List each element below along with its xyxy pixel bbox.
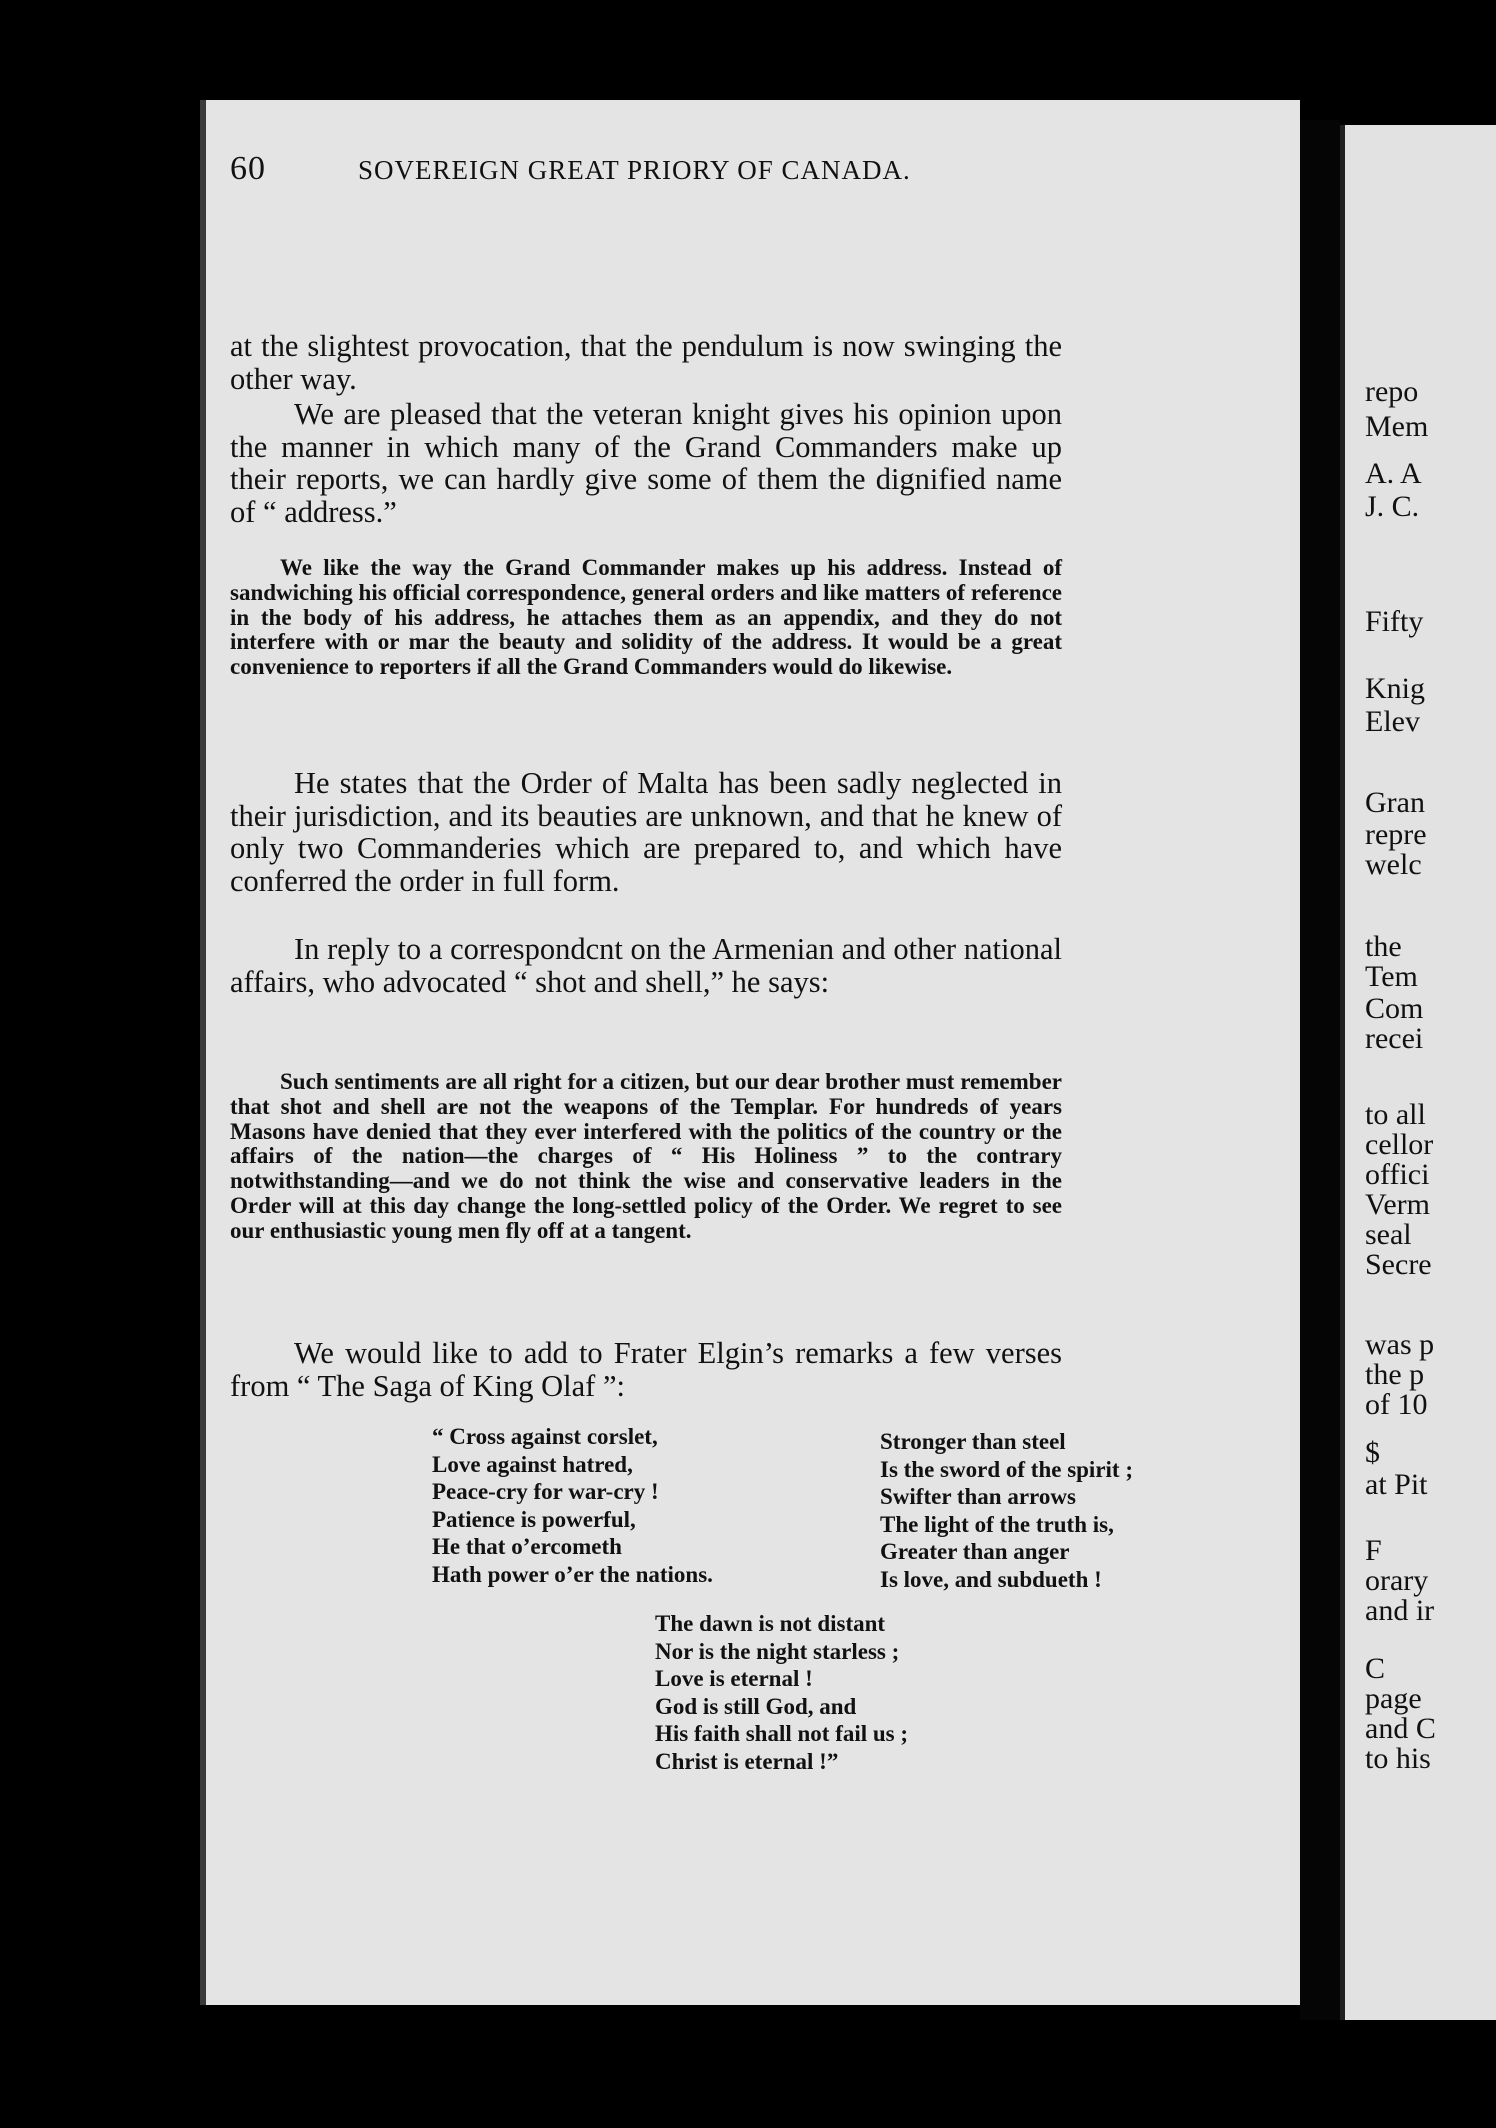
verse-line: Peace-cry for war-cry ! (432, 1479, 659, 1504)
right-page-line: Verm (1365, 1188, 1430, 1221)
paragraph-2 (230, 398, 1062, 528)
verse-line: Love against hatred, (432, 1451, 633, 1477)
paragraph-text: In reply to a correspondcnt on the Armenian and other national affairs, who advocated “ shot and shell,” he says: (230, 932, 1062, 999)
paragraph-3 (230, 767, 1062, 897)
right-page-line: Secre (1365, 1248, 1432, 1281)
right-page-line: Elev (1365, 705, 1420, 738)
right-page-line: page (1365, 1682, 1422, 1715)
right-page-line: was p (1365, 1328, 1435, 1361)
quote-block-1 (230, 556, 1062, 680)
paragraph-1 (230, 330, 1062, 395)
right-page-line: $ (1365, 1436, 1380, 1469)
verse-line: Greater than anger (880, 1539, 1070, 1564)
right-page-line: Mem (1365, 410, 1429, 443)
right-page-line: A. A (1365, 457, 1422, 490)
verse-line: Swifter than arrows (880, 1484, 1076, 1509)
right-page-line: repre (1365, 818, 1427, 851)
right-page-line: C (1365, 1652, 1386, 1685)
verse-line: The dawn is not distant (655, 1611, 886, 1636)
right-page-line: to all (1365, 1098, 1426, 1131)
paragraph-text: We would like to add to Frater Elgin’s remarks a few verses from “ The Saga of King Olaf ”: (230, 1336, 1062, 1403)
right-page-line: seal (1365, 1218, 1412, 1251)
paragraph-4 (230, 933, 1062, 998)
right-page-line: Com (1365, 992, 1424, 1025)
right-page (1340, 125, 1496, 2020)
verse-line: Patience is powerful, (432, 1506, 636, 1532)
verse-right-stanza (880, 1428, 1133, 1593)
right-page-line: orary (1365, 1564, 1429, 1597)
right-page-line: Fifty (1365, 605, 1424, 638)
verse-line: The light of the truth is, (880, 1511, 1114, 1537)
right-page-line: repo (1365, 375, 1419, 408)
book-gutter (1300, 120, 1340, 2020)
right-page-line: at Pit (1365, 1468, 1428, 1501)
verse-line: Is love, and subdueth ! (880, 1566, 1102, 1592)
right-page-line: F (1365, 1534, 1382, 1567)
verse-line: God is still God, and (655, 1693, 857, 1719)
quote-block-2 (230, 1070, 1062, 1244)
verse-left-stanza (432, 1423, 713, 1588)
right-page-line: recei (1365, 1022, 1424, 1055)
verse-bottom-stanza (655, 1610, 908, 1775)
paragraph-text: We are pleased that the veteran knight gives his opinion upon the manner in which many of the Grand Commanders make up their reports, we can hardly give some of them the dignified name of “ address.” (230, 397, 1062, 529)
right-page-line: and C (1365, 1712, 1436, 1745)
verse-line: Christ is eternal !” (655, 1748, 839, 1774)
verse-line: He that o’ercometh (432, 1534, 622, 1559)
right-page-line: and ir (1365, 1594, 1435, 1627)
verse-line: Hath power o’er the nations. (432, 1561, 713, 1587)
right-page-line: the (1365, 930, 1402, 963)
right-page-line: cellor (1365, 1128, 1434, 1161)
right-page-line: welc (1365, 848, 1422, 881)
right-page-line: Gran (1365, 786, 1425, 819)
right-page-line: Tem (1365, 960, 1418, 993)
verse-line: Love is eternal ! (655, 1666, 813, 1691)
right-page-line: the p (1365, 1358, 1425, 1391)
right-page-line: Knig (1365, 672, 1425, 705)
right-page-line: offici (1365, 1158, 1430, 1191)
paragraph-text: He states that the Order of Malta has been sadly neglected in their jurisdiction, and its beauties are unknown, and that he knew of only two Commanderies which are prepared to, and which have conferred the order in full form. (230, 766, 1062, 898)
right-page-line: of 10 (1365, 1388, 1428, 1421)
verse-line: His faith shall not fail us ; (655, 1721, 909, 1746)
quote-text: Such sentiments are all right for a citizen, but our dear brother must remember that shot and shell are not the weapons of the Templar. For hundreds of years Masons have denied that they ever interfered with the politics of the country or the affairs of the nation—the charges of “ His Holiness ” to the contrary notwithstanding—and we do not think the wise and conservative leaders in the Order will at this day change the long-settled policy of the Order. We regret to see our enthusiastic young men fly off at a tangent. (230, 1069, 1062, 1243)
paragraph-5 (230, 1337, 1062, 1402)
running-title: SOVEREIGN GREAT PRIORY OF CANADA. (358, 155, 911, 185)
right-page-line: to his (1365, 1742, 1431, 1775)
paragraph-text: at the slightest provocation, that the pendulum is now swinging the other way. (230, 329, 1062, 396)
page-number: 60 (230, 150, 266, 187)
quote-text: We like the way the Grand Commander makes up his address. Instead of sandwiching his official correspondence, general orders and like matters of reference in the body of his address, he attaches them as an appendix, and they do not interfere with or mar the beauty and solidity of the address. It would be a great convenience to reporters if all the Grand Commanders would do likewise. (230, 555, 1062, 680)
verse-line: “ Cross against corslet, (432, 1424, 658, 1449)
right-page-line: J. C. (1365, 490, 1420, 523)
verse-line: Stronger than steel (880, 1429, 1066, 1454)
page-header (230, 150, 1030, 190)
verse-line: Is the sword of the spirit ; (880, 1456, 1133, 1482)
verse-line: Nor is the night starless ; (655, 1638, 900, 1664)
